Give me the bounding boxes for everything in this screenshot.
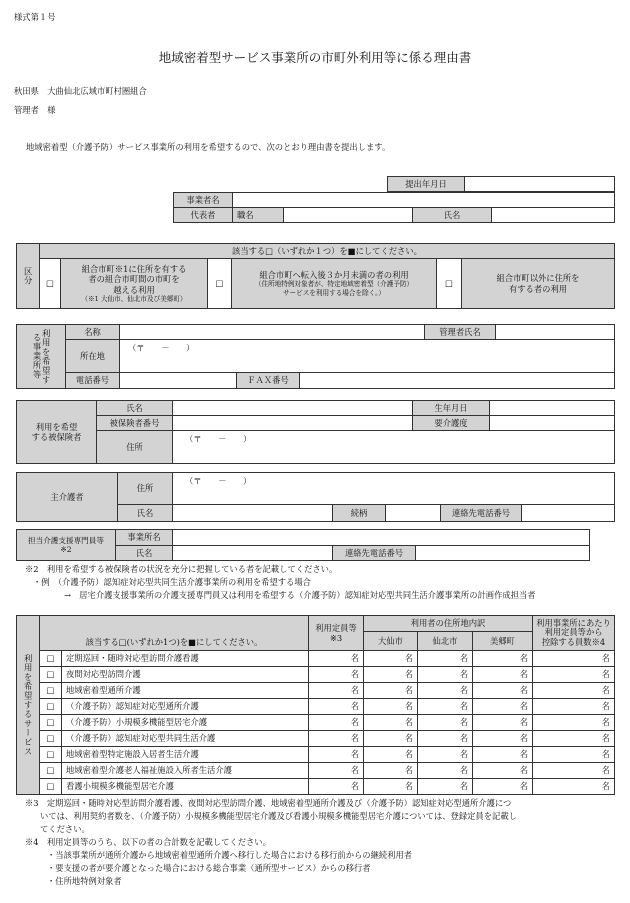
service-daisen-count[interactable]: 名	[363, 746, 418, 763]
service-misato-count[interactable]: 名	[472, 698, 533, 715]
option1-line1: 組合市町※1に住所を有する	[81, 263, 187, 274]
city-header-semboku: 仙北市	[417, 631, 473, 651]
facility-manager-field[interactable]	[495, 324, 615, 340]
service-misato-count[interactable]: 名	[472, 746, 533, 763]
insured-address-field[interactable]	[172, 430, 615, 464]
service-daisen-count[interactable]: 名	[363, 666, 418, 683]
service-name: 地域密着型特定施設入居者生活介護	[61, 746, 309, 763]
classification-side-label: 区分	[16, 243, 40, 309]
service-name: （介護予防）認知症対応型共同生活介護	[61, 730, 309, 747]
service-deduct-count[interactable]: 名	[532, 698, 615, 715]
facility-fax-field[interactable]	[299, 372, 615, 389]
service-deduct-count[interactable]: 名	[532, 778, 615, 795]
service-daisen-count[interactable]: 名	[363, 698, 418, 715]
service-daisen-count[interactable]: 名	[363, 730, 418, 747]
service-name: 定期巡回・随時対応型訪問介護看護	[61, 650, 309, 667]
service-checkbox[interactable]: □	[39, 746, 62, 763]
caregiver-relation-label: 続柄	[332, 504, 386, 522]
insured-care-field[interactable]	[489, 415, 615, 431]
insured-care-label: 要介護度	[412, 415, 490, 431]
service-misato-count[interactable]: 名	[472, 778, 533, 795]
facility-name-label: 名称	[65, 324, 120, 340]
capacity-header-line1: 利用定員等	[315, 622, 357, 633]
facility-address-label: 所在地	[65, 339, 120, 373]
service-checkbox[interactable]: □	[39, 698, 62, 715]
representative-label: 代表者	[173, 207, 233, 223]
representative-name-field[interactable]	[491, 207, 615, 223]
insured-number-field[interactable]	[172, 415, 413, 431]
facility-phone-field[interactable]	[119, 372, 237, 389]
service-misato-count[interactable]: 名	[472, 650, 533, 667]
service-capacity-count[interactable]: 名	[308, 682, 364, 699]
intro-text: 地域密着型（介護予防）サービス事業所の利用を希望するので、次のとおり理由書を提出します。	[26, 142, 391, 152]
facility-phone-label: 電話番号	[65, 372, 120, 389]
caregiver-name-label: 氏名	[117, 504, 173, 522]
service-deduct-count[interactable]: 名	[532, 714, 615, 731]
service-name: （介護予防）小規模多機能型居宅介護	[61, 714, 309, 731]
insured-side-label	[16, 400, 97, 464]
service-semboku-count[interactable]: 名	[417, 762, 473, 779]
classification-header: 該当する□（いずれか１つ）を■にしてください。	[39, 243, 615, 259]
service-deduct-count[interactable]: 名	[532, 746, 615, 763]
note3-line2: いては、利用契約者数を、（介護予防）小規模多機能型居宅介護及び看護小規模多機能型居宅介護については、登録定員を記載し	[40, 811, 517, 821]
operator-name-field[interactable]	[232, 192, 615, 208]
option2-note2: サービスを利用する場合を除く。）	[282, 288, 386, 297]
service-capacity-count[interactable]: 名	[308, 746, 364, 763]
option2-checkbox[interactable]	[207, 258, 232, 309]
option3-label	[461, 258, 615, 309]
representative-title-label: 職名	[232, 207, 284, 223]
option1-label	[60, 258, 208, 309]
service-deduct-count[interactable]: 名	[532, 682, 615, 699]
form-number: 様式第１号	[14, 12, 56, 22]
service-capacity-count[interactable]: 名	[308, 650, 364, 667]
option2-note1: （住所地特例対象者が、特定地域密着型（介護予防）	[254, 280, 414, 289]
service-semboku-count[interactable]: 名	[417, 714, 473, 731]
option3-box: □	[445, 278, 453, 289]
deduct-header-line2: 利用定員等から	[544, 627, 603, 638]
service-daisen-count[interactable]: 名	[363, 650, 418, 667]
cm-office-label: 事業所名	[115, 529, 173, 546]
note4-line4: ・住所地特例対象者	[47, 876, 122, 886]
caregiver-side-label: 主介護者	[16, 472, 118, 522]
service-checkbox[interactable]: □	[39, 730, 62, 747]
service-misato-count[interactable]: 名	[472, 730, 533, 747]
facility-name-field[interactable]	[119, 324, 425, 340]
operator-name-label: 事業者名	[173, 192, 233, 208]
city-header-daisen: 大仙市	[363, 631, 418, 651]
option3-line1: 組合市町以外に住所を	[496, 273, 580, 284]
note3-line1: ※3 定期巡回・随時対応型訪問介護看護、夜間対応型訪問介護、地域密着型通所介護及び（介護予防）認知症対応型通所介護につ	[25, 798, 512, 808]
service-misato-count[interactable]: 名	[472, 714, 533, 731]
insured-number-label: 被保険者番号	[96, 415, 173, 431]
option1-line3: 越える利用	[113, 284, 155, 295]
option1-checkbox[interactable]	[39, 258, 61, 309]
service-misato-count[interactable]: 名	[472, 666, 533, 683]
service-semboku-count[interactable]: 名	[417, 682, 473, 699]
service-checkbox[interactable]: □	[39, 682, 62, 699]
service-semboku-count[interactable]: 名	[417, 778, 473, 795]
representative-title-field[interactable]	[283, 207, 413, 223]
insured-name-label: 氏名	[96, 400, 173, 416]
service-capacity-count[interactable]: 名	[308, 714, 364, 731]
deduct-header	[532, 615, 615, 651]
insured-birth-field[interactable]	[489, 400, 615, 416]
cm-phone-field[interactable]	[415, 545, 590, 561]
service-capacity-count[interactable]: 名	[308, 666, 364, 683]
insured-postal: （〒 － ）	[185, 434, 252, 444]
addressee-organization: 秋田県 大曲仙北広域市町村圏組合	[14, 86, 147, 96]
services-header: 該当する□(いずれか1つ)を■にしてください。	[39, 615, 309, 651]
service-daisen-count[interactable]: 名	[363, 762, 418, 779]
option3-checkbox[interactable]	[436, 258, 462, 309]
note2-line2: ・例 （介護予防）認知症対応型共同生活介護事業所の利用を希望する場合	[33, 577, 311, 587]
service-name: 地域密着型通所介護	[61, 682, 309, 699]
cm-side-label	[16, 529, 116, 561]
note2-line3: → 居宅介護支援事業所の介護支援専門員又は利用を希望する（介護予防）認知症対応型共同生活介護事業所の計画作成担当者	[64, 590, 536, 600]
service-semboku-count[interactable]: 名	[417, 666, 473, 683]
services-side-label: 利用を希望するサービス	[16, 615, 40, 795]
note4-line2: ・当該事業所が通所介護から地域密着型通所介護へ移行した場合における移行前からの継続利用者	[47, 850, 413, 860]
facility-address-field[interactable]	[119, 339, 615, 373]
page-title: 地域密着型サービス事業所の市町外利用等に係る理由書	[158, 50, 472, 65]
service-semboku-count[interactable]: 名	[417, 650, 473, 667]
caregiver-address-field[interactable]	[172, 472, 615, 505]
insured-name-field[interactable]	[172, 400, 413, 416]
note4-line1: ※4 利用定員等のうち、以下の者の合計数を記載してください。	[25, 837, 271, 847]
service-deduct-count[interactable]: 名	[532, 666, 615, 683]
option1-box: □	[46, 278, 54, 289]
caregiver-relation-field[interactable]	[385, 504, 441, 522]
deduct-header-line3: 控除する員数※4	[541, 636, 606, 647]
submit-date-field[interactable]	[464, 176, 615, 192]
service-name: （介護予防）認知症対応型通所介護	[61, 698, 309, 715]
insured-birth-label: 生年月日	[412, 400, 490, 416]
service-checkbox[interactable]: □	[39, 650, 62, 667]
option3-line2: 有する者の利用	[508, 283, 568, 294]
service-checkbox[interactable]: □	[39, 714, 62, 731]
breakdown-header: 利用者の住所地内訳	[363, 615, 533, 632]
service-capacity-count[interactable]: 名	[308, 762, 364, 779]
cm-side-line2: ※2	[60, 545, 72, 554]
cm-name-field[interactable]	[172, 545, 333, 561]
service-name: 地域密着型介護老人福祉施設入所者生活介護	[61, 762, 309, 779]
representative-name-label: 氏名	[412, 207, 492, 223]
deduct-header-line1: 利用事業所にあたり	[536, 617, 611, 628]
service-name: 夜間対応型訪問介護	[61, 666, 309, 683]
service-deduct-count[interactable]: 名	[532, 730, 615, 747]
service-semboku-count[interactable]: 名	[417, 746, 473, 763]
option2-line1: 組合市町へ転入後３か月未満の者の利用	[259, 270, 409, 281]
addressee-manager: 管理者 様	[14, 105, 56, 115]
service-capacity-count[interactable]: 名	[308, 698, 364, 715]
option2-label	[231, 258, 437, 309]
note2-line1: ※2 利用を希望する被保険者の状況を充分に把握している者を記載してください。	[25, 564, 338, 574]
caregiver-address-label: 住所	[117, 472, 173, 505]
service-capacity-count[interactable]: 名	[308, 730, 364, 747]
service-checkbox[interactable]: □	[39, 762, 62, 779]
facility-side-label: 利用を希望する事業所等	[16, 324, 66, 389]
facility-postal: （〒 － ）	[128, 343, 195, 353]
caregiver-phone-label: 連絡先電話番号	[440, 504, 522, 522]
service-deduct-count[interactable]: 名	[532, 762, 615, 779]
service-deduct-count[interactable]: 名	[532, 650, 615, 667]
service-semboku-count[interactable]: 名	[417, 730, 473, 747]
insured-side-line1: 利用を希望	[35, 421, 78, 432]
service-daisen-count[interactable]: 名	[363, 682, 418, 699]
cm-office-field[interactable]	[172, 529, 590, 546]
capacity-header-line2: ※3	[329, 633, 343, 643]
service-daisen-count[interactable]: 名	[363, 714, 418, 731]
service-daisen-count[interactable]: 名	[363, 778, 418, 795]
city-header-misato: 美郷町	[472, 631, 533, 651]
service-misato-count[interactable]: 名	[472, 762, 533, 779]
caregiver-name-field[interactable]	[172, 504, 333, 522]
insured-address-label: 住所	[96, 430, 173, 464]
service-checkbox[interactable]: □	[39, 778, 62, 795]
note4-line3: ・要支援の者が要介護となった場合における総合事業（通所型サービス）からの移行者	[47, 863, 371, 873]
option1-note: （※1 大仙市、仙北市及び美郷町）	[81, 294, 187, 303]
cm-name-label: 氏名	[115, 545, 173, 561]
insured-side-line2: する被保険者	[31, 432, 82, 442]
capacity-header	[308, 615, 364, 651]
service-misato-count[interactable]: 名	[472, 682, 533, 699]
option1-line2: 者の組合市町間の市町を	[88, 274, 180, 285]
service-semboku-count[interactable]: 名	[417, 698, 473, 715]
caregiver-phone-field[interactable]	[521, 504, 615, 522]
note3-line3: てください。	[40, 824, 90, 834]
service-name: 看護小規模多機能型居宅介護	[61, 778, 309, 795]
service-checkbox[interactable]: □	[39, 666, 62, 683]
service-capacity-count[interactable]: 名	[308, 778, 364, 795]
facility-manager-label: 管理者氏名	[424, 324, 496, 340]
cm-side-line1: 担当介護支援専門員等	[28, 535, 104, 545]
caregiver-postal: （〒 － ）	[185, 476, 252, 486]
facility-fax-label: ＦＡＸ番号	[236, 372, 300, 389]
submit-date-label: 提出年月日	[387, 176, 465, 192]
option2-box: □	[215, 278, 224, 289]
cm-phone-label: 連絡先電話番号	[332, 545, 416, 561]
